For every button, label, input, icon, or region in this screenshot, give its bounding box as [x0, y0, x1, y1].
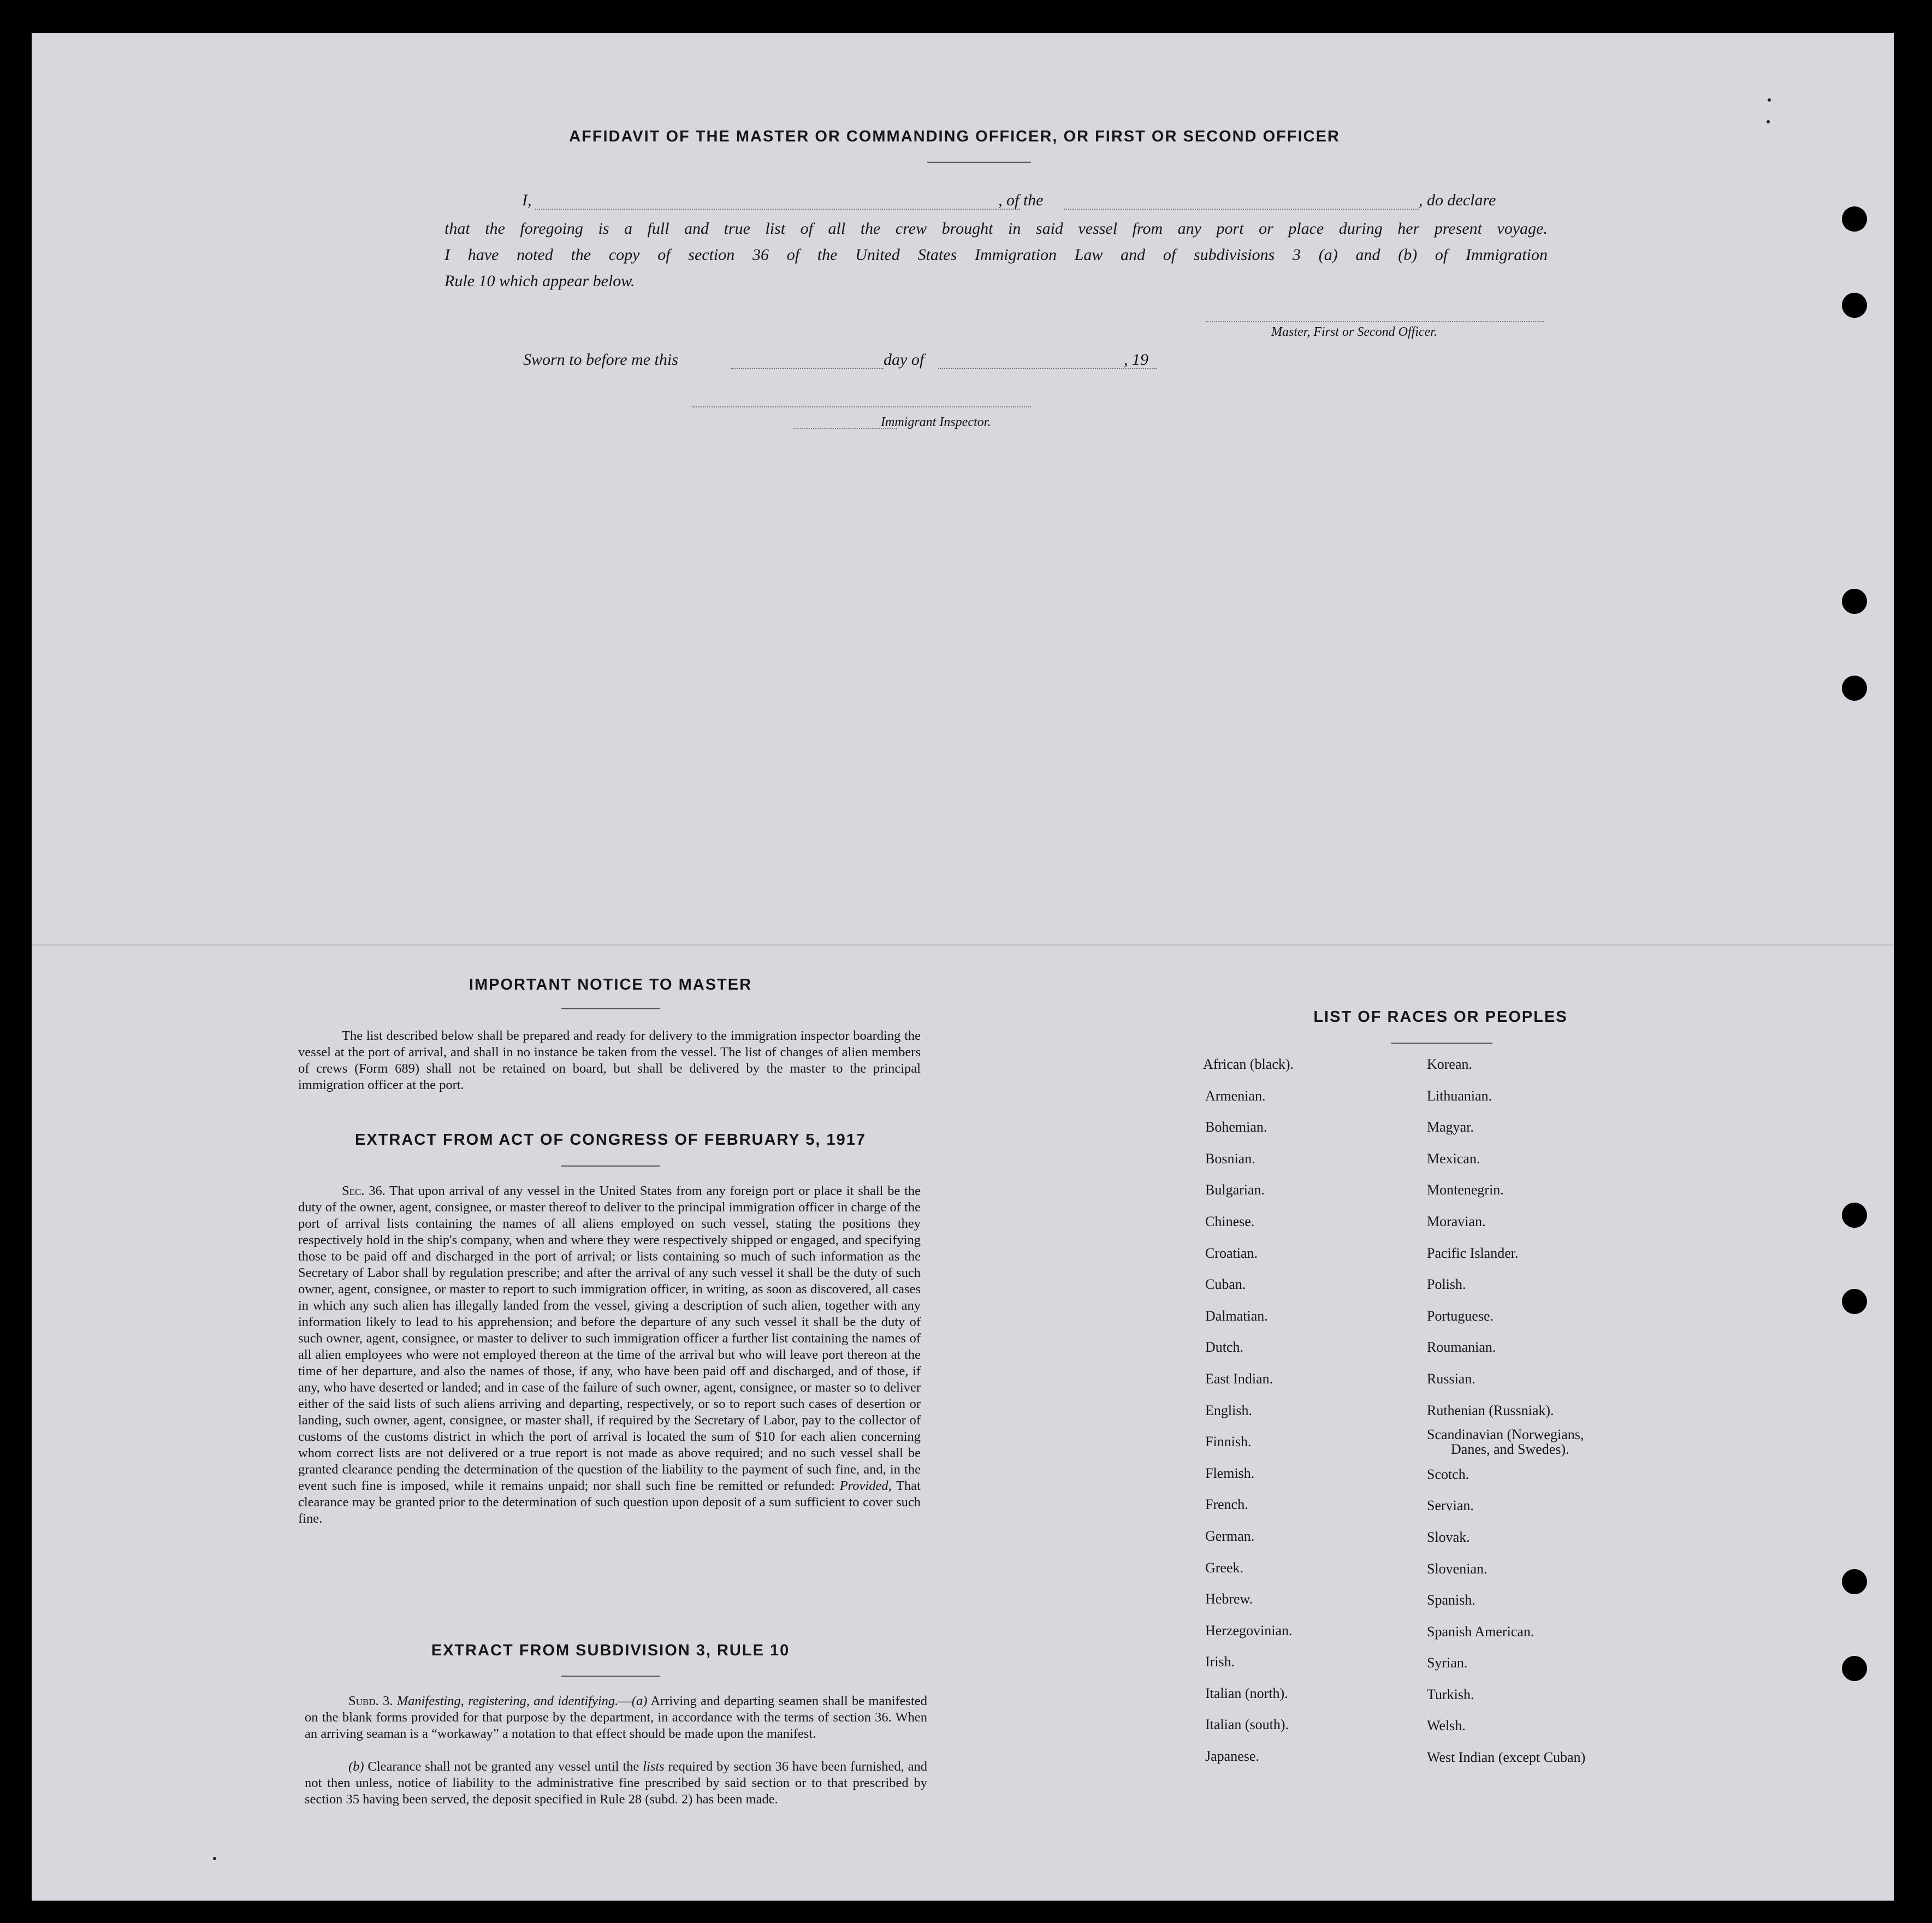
act-extract-title: EXTRACT FROM ACT OF CONGRESS OF FEBRUARY 5, 1917: [354, 1131, 867, 1149]
race-item: Croatian.: [1205, 1245, 1258, 1261]
inspector-label: Immigrant Inspector.: [881, 415, 991, 429]
race-item: Bohemian.: [1205, 1119, 1267, 1135]
race-item: Scotch.: [1427, 1466, 1469, 1482]
punch-hole: [1842, 589, 1867, 614]
notice-title: IMPORTANT NOTICE TO MASTER: [469, 976, 752, 993]
document-page: [32, 33, 1894, 1901]
race-item: Italian (south).: [1205, 1717, 1289, 1733]
race-item: Spanish American.: [1427, 1623, 1534, 1640]
race-item: Italian (north).: [1205, 1685, 1288, 1701]
title-rule: [561, 1165, 660, 1167]
subd-label: Subd. 3.: [348, 1694, 393, 1708]
subd-heading: Manifesting, registering, and identifying.: [396, 1694, 619, 1708]
punch-hole: [1842, 206, 1867, 232]
affidavit-of-the-label: , of the: [998, 191, 1044, 209]
race-item: East Indian.: [1205, 1370, 1273, 1387]
race-item: Flemish.: [1205, 1465, 1255, 1481]
race-item: Bulgarian.: [1205, 1182, 1265, 1198]
affidavit-line-3: Rule 10 which appear below.: [445, 272, 635, 290]
race-item: Ruthenian (Russniak).: [1427, 1402, 1554, 1418]
part-b-text-1: Clearance shall not be granted any vessel until the: [368, 1759, 639, 1774]
race-item: Herzegovinian.: [1205, 1622, 1293, 1638]
race-item: Chinese.: [1205, 1213, 1255, 1229]
race-item: Spanish.: [1427, 1592, 1475, 1608]
race-item: Magyar.: [1427, 1119, 1474, 1135]
affidavit-i-label: I,: [522, 191, 532, 209]
race-item: Slovenian.: [1427, 1560, 1487, 1577]
punch-hole: [1842, 293, 1867, 318]
race-item: German.: [1205, 1528, 1255, 1544]
rule-part-b: [305, 1759, 927, 1808]
part-a-label: (a): [631, 1694, 648, 1708]
punch-hole: [1842, 1656, 1867, 1681]
race-item: French.: [1205, 1496, 1248, 1513]
race-item: Servian.: [1427, 1498, 1474, 1514]
title-rule: [1391, 1043, 1492, 1044]
race-item: Finnish.: [1205, 1434, 1252, 1450]
race-item: Montenegrin.: [1427, 1182, 1504, 1198]
proviso-text: That clearance may be granted prior to the determination of such question upon deposit of a sum sufficient to cover such fine.: [298, 1478, 921, 1526]
part-b-label: (b): [348, 1759, 364, 1774]
affidavit-line-1: that the foregoing is a full and true list of all the crew brought in said vessel from any port or place during her present voyage.: [445, 220, 1548, 238]
title-rule: [561, 1676, 660, 1677]
act-extract-body: [298, 1183, 921, 1527]
race-item: West Indian (except Cuban): [1427, 1749, 1586, 1766]
part-b-lists-word: lists: [643, 1759, 665, 1774]
year-label: , 19: [1124, 351, 1148, 369]
race-item: Dutch.: [1205, 1339, 1244, 1356]
race-item: Greek.: [1205, 1559, 1244, 1576]
race-item: Welsh.: [1427, 1718, 1466, 1734]
races-title: LIST OF RACES OR PEOPLES: [1313, 1008, 1568, 1026]
sworn-day-field[interactable]: [731, 368, 884, 369]
affidavit-declare-label: , do declare: [1419, 191, 1496, 209]
affidavit-body: [445, 216, 1548, 294]
master-signature-label: Master, First or Second Officer.: [1271, 325, 1437, 339]
punch-hole: [1842, 1569, 1867, 1594]
race-item: Mexican.: [1427, 1150, 1480, 1167]
notice-body: The list described below shall be prepared and ready for delivery to the immigration inspector boarding the vessel at the port of arrival, and shall in no instance be taken from the vessel. The list of changes of alien members of crews (Form 689) shall not be retained on board, but shall be delivered by the master to the principal immigration officer at the port.: [298, 1028, 921, 1092]
punch-hole: [1842, 1203, 1867, 1228]
race-item: Syrian.: [1427, 1655, 1468, 1671]
title-rule: [561, 1008, 660, 1009]
race-item: Bosnian.: [1205, 1150, 1255, 1167]
race-item: Polish.: [1427, 1276, 1466, 1293]
speck-mark: [1768, 98, 1771, 102]
speck-mark: [213, 1857, 216, 1860]
race-item: Irish.: [1205, 1654, 1235, 1670]
race-item: Hebrew.: [1205, 1591, 1253, 1607]
page-fold: [32, 944, 1894, 946]
master-signature-field[interactable]: [1206, 321, 1544, 322]
races-left-column: [1203, 1049, 1294, 1772]
race-item: Scandinavian (Norwegians, Danes, and Swedes).: [1427, 1427, 1584, 1458]
race-item: Russian.: [1427, 1370, 1475, 1387]
part-b-text-2: required by section 36 have been furnished, and not then unless, notice of liability to the administrative fine prescribed by said section or to that prescribed by section 35 having been served, the deposit specified in Rule 28 (subd. 2) has been made.: [305, 1759, 927, 1807]
race-item: African (black).: [1203, 1056, 1294, 1072]
day-of-label: day of: [884, 351, 924, 369]
race-item: Turkish.: [1427, 1686, 1474, 1702]
affidavit-line-2: I have noted the copy of section 36 of the United States Immigration Law and of subdivisions 3 (a) and (b) of Immigration: [445, 246, 1548, 264]
sworn-label: Sworn to before me this: [523, 351, 678, 369]
race-item: Portuguese.: [1427, 1307, 1494, 1324]
punch-hole: [1842, 1289, 1867, 1314]
part-a-text: Arriving and departing seamen shall be manifested on the blank forms provided for that purpose by the department, in accordance with the terms of section 36. When an arriving seaman is a “workaway” a notation to that effect should be made upon the manifest.: [305, 1694, 927, 1741]
race-item: Moravian.: [1427, 1213, 1486, 1229]
inspector-signature-field[interactable]: [692, 406, 1031, 407]
punch-hole: [1842, 676, 1867, 701]
race-item: Korean.: [1427, 1056, 1473, 1072]
race-item: Lithuanian.: [1427, 1087, 1492, 1104]
race-item: Slovak.: [1427, 1529, 1470, 1545]
name-field[interactable]: [535, 209, 1020, 210]
race-item: Armenian.: [1205, 1087, 1266, 1104]
race-item: Japanese.: [1205, 1748, 1259, 1765]
proviso-word: Provided,: [839, 1478, 892, 1493]
race-item: Pacific Islander.: [1427, 1245, 1519, 1261]
section-text: That upon arrival of any vessel in the United States from any foreign port or place it shall be the duty of the owner, agent, consignee, or master thereof to deliver to the principal immigration officer in charge of the port of arrival lists containing the names of all aliens employed on such vessel, stating the positions they respectively hold in the ship's company, when and where they were respectively shipped or engaged, and specifying those to be paid off and discharged in the port of arrival; or lists containing so much of such information as the Secretary of Labor shall by regulation prescribe; and after the arrival of any such vessel it shall be the duty of such owner, agent, consignee, or master to report to such immigration officer, in writing, as soon as discovered, all cases in which any such alien has illegally landed from the vessel, giving a description of such alien, together with any information likely to lead to his apprehension; and before the departure of any such vessel it shall be the duty of such owner, agent, consignee, or master to deliver to such immigration officer a further list containing the names of all alien employees who were not employed thereon at the time of the arrival but who will leave port thereon at the time of her departure, and also the names of those, if any, who have been paid off and discharged, and of those, if any, who have deserted or landed; and in case of the failure of such owner, agent, consignee, or master so to deliver either of the said lists of such aliens arriving and departing, respectively, or so to report such cases of desertion or landing, such owner, agent, consignee, or master shall, if required by the Secretary of Labor, pay to the collector of customs of the customs district in which the port of arrival is located the sum of $10 for each alien concerning whom correct lists are not delivered or a true report is not made as above required; and no such vessel shall be granted clearance pending the determination of the question of the liability to the payment of such fine, and, in the event such fine is imposed, while it remains unpaid; nor shall such fine be remitted or refunded:: [298, 1184, 921, 1493]
race-item: English.: [1205, 1402, 1252, 1418]
race-item: Dalmatian.: [1205, 1307, 1268, 1324]
race-item: Cuban.: [1205, 1276, 1246, 1293]
vessel-field[interactable]: [1064, 209, 1419, 210]
rule-extract-title: EXTRACT FROM SUBDIVISION 3, RULE 10: [431, 1642, 790, 1659]
affidavit-title: AFFIDAVIT OF THE MASTER OR COMMANDING OFFICER, OR FIRST OR SECOND OFFICER: [569, 128, 1340, 145]
rule-part-a: Subd. 3. Manifesting, registering, and identifying.—(a) Arriving and departing seamen shall be manifested on the blank forms provided for that purpose by the department, in accordance with the terms of section 36. When an arriving seaman is a “workaway” a notation to that effect should be made upon the manifest.: [305, 1694, 927, 1741]
races-right-column: [1427, 1049, 1585, 1773]
title-rule: [927, 162, 1031, 163]
section-label: Sec. 36.: [342, 1184, 386, 1198]
speck-mark: [1767, 120, 1770, 123]
race-item: Roumanian.: [1427, 1339, 1496, 1356]
